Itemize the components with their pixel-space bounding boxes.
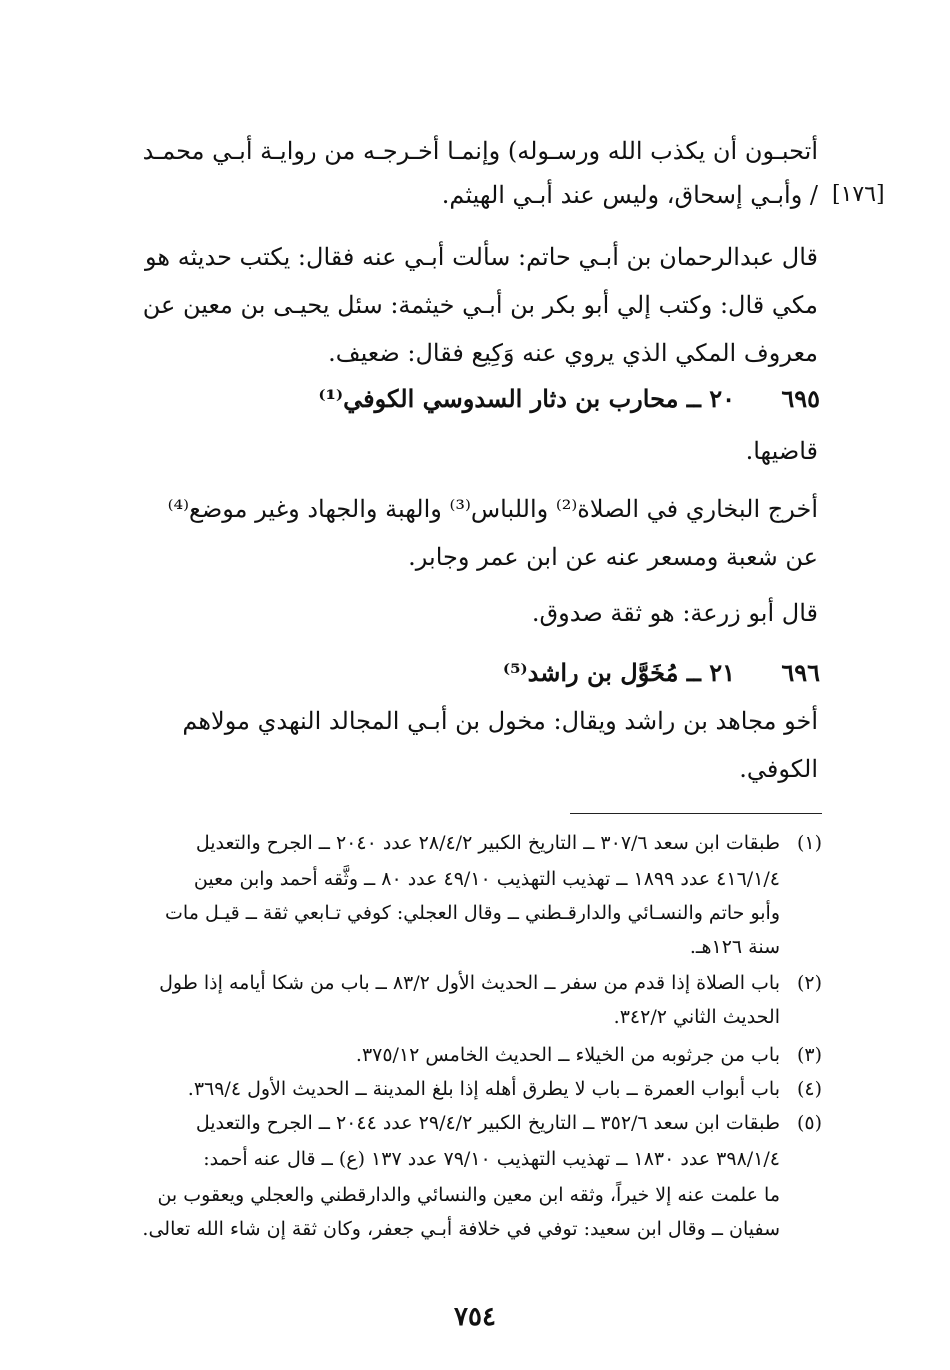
footnote-number: (٣) <box>796 1044 822 1066</box>
footnote-line: سنة ١٢٦هـ. <box>689 936 780 958</box>
body-line: قال أبو زرعة: هو ثقة صدوق. <box>531 599 818 627</box>
entry-number: ٦٩٥ <box>781 384 820 413</box>
footnote-line: طبقات ابن سعد ٣٠٧/٦ ــ التاريخ الكبير ٢٨/٤/٢ عدد ٢٠٤٠ ــ الجرح والتعديل <box>195 832 780 854</box>
body-line: / وأبـي إسحاق، وليس عند أبـي الهيثم. <box>441 181 818 209</box>
footnote-separator <box>570 813 822 814</box>
footnote-line: الحديث الثاني ٣٤٢/٢. <box>613 1006 780 1028</box>
body-line: قاضيها. <box>745 437 818 465</box>
footnote-line: ما علمت عنه إلا خيراً، وثقه ابن معين والنسائي والدارقطني والعجلي ويعقوب بن <box>157 1184 780 1206</box>
footnote-line: سفيان ــ وقال ابن سعيد: توفي في خلافة أبـي جعفر، وكان ثقة إن شاء الله تعالى. <box>142 1218 780 1240</box>
body-line: عن شعبة ومسعر عنه عن ابن عمر وجابر. <box>408 543 818 571</box>
page-marker: [١٧٦] <box>832 182 885 207</box>
footnote-line: باب أبواب العمرة ــ باب لا يطرق أهله إذا بلغ المدينة ــ الحديث الأول ٣٦٩/٤. <box>187 1078 780 1100</box>
body-line: أخو مجاهد بن راشد ويقال: مخول بن أبـي المجالد النهدي مولاهم <box>182 707 818 735</box>
footnote-line: باب من جرثوبه من الخيلاء ــ الحديث الخامس ٣٧٥/١٢. <box>355 1044 780 1066</box>
body-line: أخرج البخاري في الصلاة⁽²⁾ واللباس⁽³⁾ والهبة والجهاد وغير موضع⁽⁴⁾ <box>167 495 818 523</box>
body-line: مكي قال: وكتب إلي أبو بكر بن أبـي خيثمة: سئل يحيـى بن معين عن <box>142 291 818 319</box>
footnote-line: ٤١٦/١/٤ عدد ١٨٩٩ ــ تهذيب التهذيب ٤٩/١٠ عدد ٨٠ ــ وثَّقه أحمد وابن معين <box>193 868 780 890</box>
body-line: قال عبدالرحمان بن أبـي حاتم: سألت أبـي عنه فقال: يكتب حديثه هو <box>145 243 818 271</box>
footnote-number: (١) <box>796 832 822 854</box>
footnote-number: (٤) <box>796 1078 822 1100</box>
footnote-line: باب الصلاة إذا قدم من سفر ــ الحديث الأول ٨٣/٢ ــ باب من شكا أيامه إذا طول <box>159 972 780 994</box>
body-line: معروف المكي الذي يروي عنه وَكِيع فقال: ضعيف. <box>328 339 818 367</box>
entry-heading: ٢٠ ــ محارب بن دثار السدوسي الكوفي⁽¹⁾ <box>318 384 735 413</box>
entry-heading: ٢١ ــ مُخَوَّل بن راشد⁽⁵⁾ <box>502 658 735 687</box>
body-line: أتحبـون أن يكذب الله ورسـوله) وإنمـا أخـرجـه من روايـة أبـي محمـد <box>142 137 818 165</box>
footnote-number: (٢) <box>796 972 822 994</box>
entry-number: ٦٩٦ <box>781 658 820 687</box>
footnote-number: (٥) <box>796 1112 822 1134</box>
footnote-line: وأبو حاتم والنسـائي والدارقـطني ــ وقال العجلي: كوفي تـابعي ثقة ــ قيـل مات <box>165 902 780 924</box>
footnote-line: ٣٩٨/١/٤ عدد ١٨٣٠ ــ تهذيب التهذيب ٧٩/١٠ عدد ١٣٧ (ع) ــ قال عنه أحمد: <box>203 1148 780 1170</box>
footnote-line: طبقات ابن سعد ٣٥٢/٦ ــ التاريخ الكبير ٢٩/٤/٢ عدد ٢٠٤٤ ــ الجرح والتعديل <box>195 1112 780 1134</box>
body-line: الكوفي. <box>739 755 818 783</box>
page-number: ٧٥٤ <box>454 1302 496 1332</box>
